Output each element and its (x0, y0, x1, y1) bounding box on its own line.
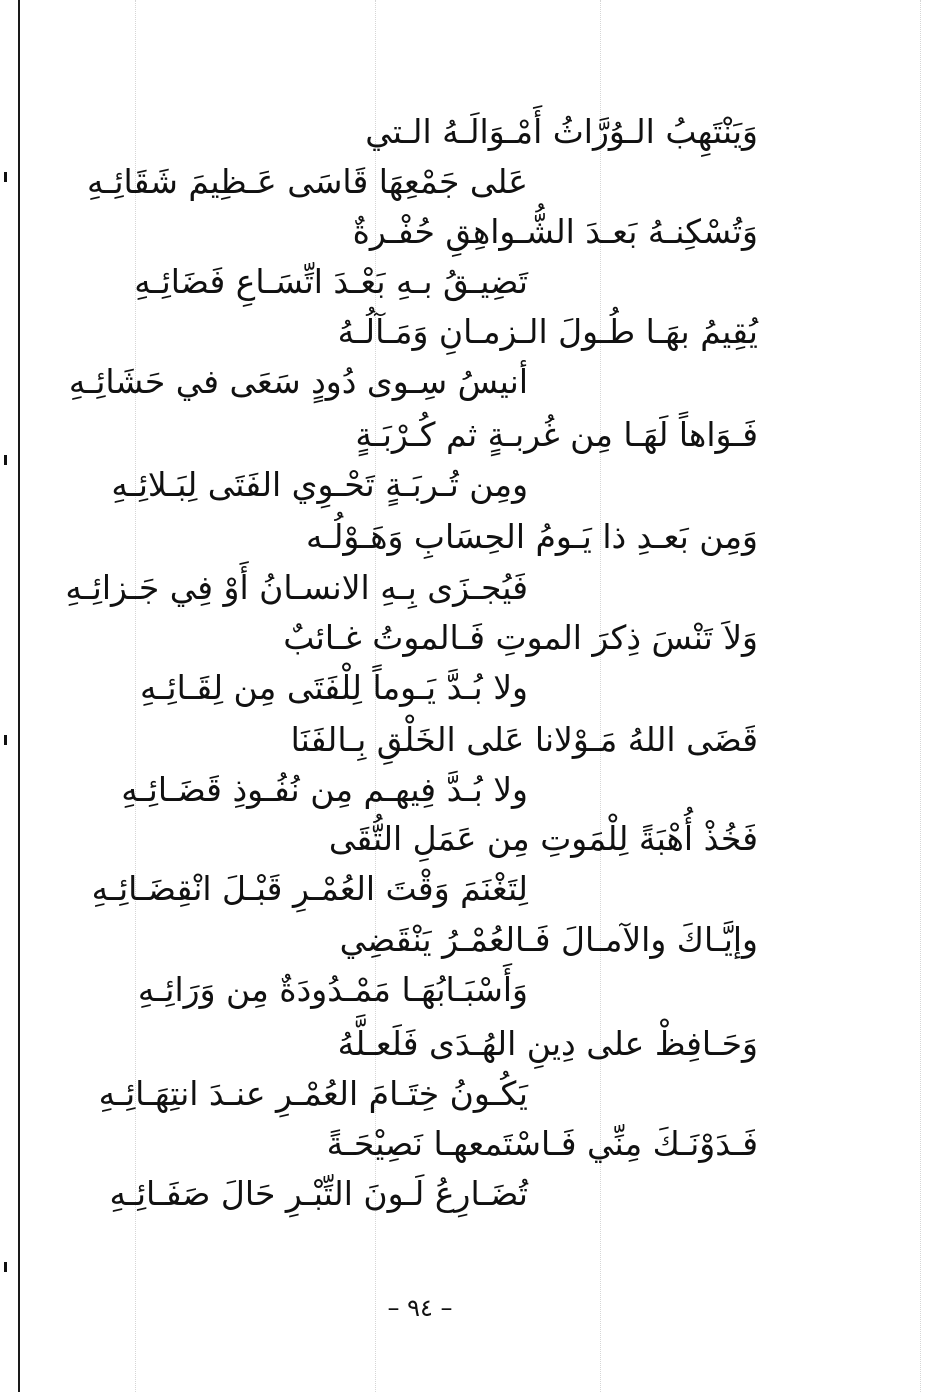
verse-line: فَـدَوْنَـكَ مِنِّي فَـاسْتَمعهـا نَصِيْحَـةً (326, 1124, 758, 1163)
verse-line: فَيُجـزَى بِـهِ الانسـانُ أَوْ فِي جَـزائِـهِ (65, 568, 528, 607)
verse-line: أنيسُ سِـوى دُودٍ سَعَى في حَشَائِـهِ (68, 362, 528, 401)
verse-line: ومِن تُـربَـةٍ تَحْـوِي الفَتَى لِبَـلائِـهِ (111, 465, 528, 504)
page-number: – ٩٤ – (387, 1294, 453, 1322)
verse-line: وإيَّـاكَ والآمـالَ فَـالعُمْـرُ يَنْقَضِي (339, 920, 758, 959)
verse-line: فَـوَاهاً لَهَـا مِن غُربـةٍ ثم كُـرْبَـةٍ (355, 415, 758, 454)
verse-line: وَتُسْكِنـهُ بَعـدَ الشُّـواهِقِ حُفْـرةٌ (352, 212, 758, 251)
verse-line: وَمِن بَعـدِ ذا يَـومُ الحِسَابِ وَهَـوْلُـه (305, 517, 758, 556)
verse-line: وَحَـافِظْ على دِينِ الهُـدَى فَلَعـلَّهُ (337, 1024, 758, 1063)
verse-line: لِتَغْنَمَ وَقْتَ العُمْـرِ قَبْـلَ انْقِضَـائِـهِ (91, 869, 528, 908)
verse-line: فَخُذْ أُهْبَةً لِلْمَوتِ مِن عَمَلِ التُّقَى (328, 819, 758, 858)
verse-line: ولا بُـدَّ فِيهـم مِن نُفُـوذِ قَضَـائِـهِ (121, 770, 528, 809)
verse-line: عَلى جَمْعِهَا قَاسَى عَـظِيمَ شَقَائِـهِ (86, 162, 528, 201)
verse-line: قَضَى اللهُ مَـوْلانا عَلى الخَلْقِ بِـالفَنَا (290, 720, 758, 759)
verse-line: تُضَـارِعُ لَـونَ التِّبْـرِ حَالَ صَفَـائِـهِ (109, 1174, 528, 1213)
verse-line: تَضِيـقُ بـهِ بَعْـدَ اتِّسَـاعِ فَضَائِـهِ (134, 262, 528, 301)
verse-line: يُقِيمُ بهَـا طُـولَ الـزمـانِ وَمَـآلُـهُ (337, 312, 758, 351)
verse-line: وَأَسْبَـابُهَـا مَمْـدُودَةٌ مِن وَرَائِـهِ (137, 970, 528, 1009)
verse-line: وَلاَ تَنْسَ ذِكرَ الموتِ فَـالموتُ غـائبٌ (283, 618, 758, 657)
verse-line: وَيَنْتَهِبُ الـوُرَّاثُ أَمْـوَالَـهُ الـتي (365, 112, 758, 151)
verse-line: ولا بُـدَّ يَـوماً لِلْفَتَى مِن لِقَـائِـهِ (140, 668, 528, 707)
verse-line: يَكُـونُ خِتَـامَ العُمْـرِ عنـدَ انتِهَـائِـهِ (98, 1074, 528, 1113)
